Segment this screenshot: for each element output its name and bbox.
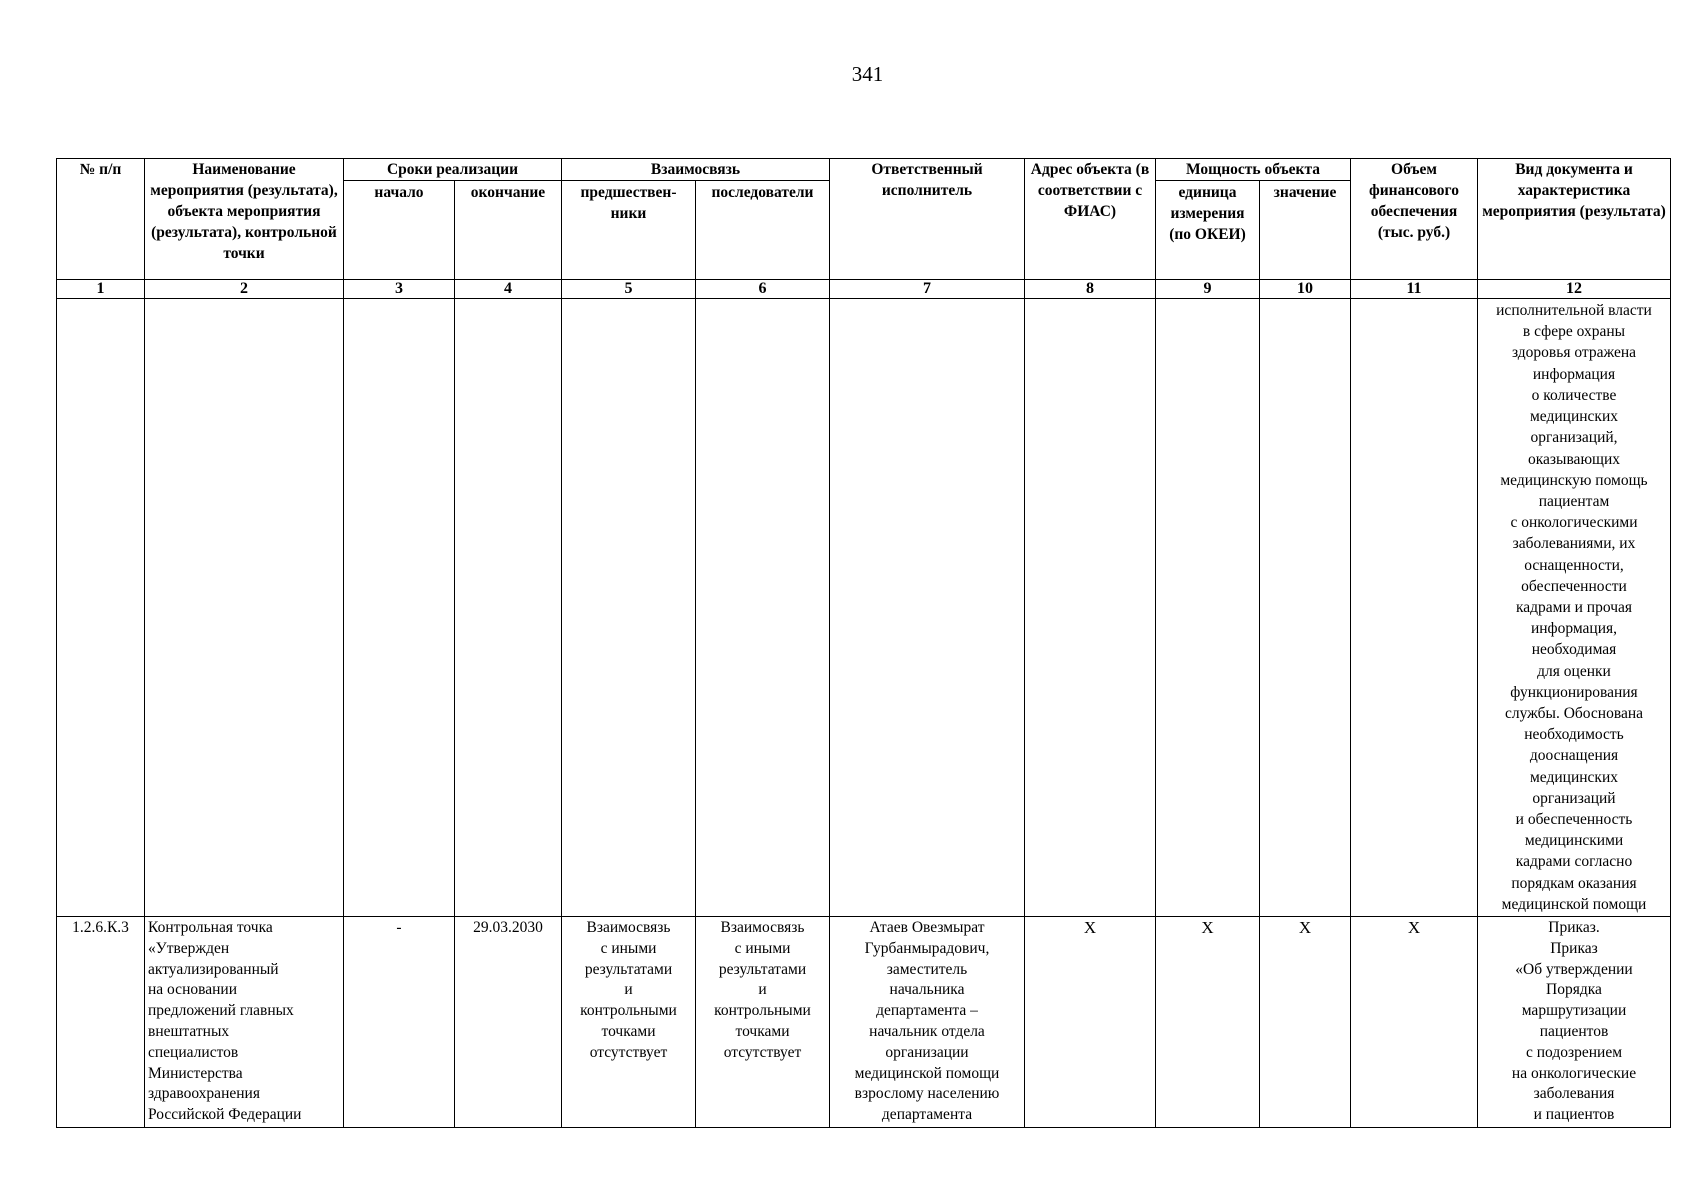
text-line: на основании [148, 981, 237, 999]
cell-successors [696, 916, 830, 1127]
text-line: о количестве [1531, 386, 1617, 404]
text-line: с подозрением [1525, 1043, 1623, 1061]
header-name: Наименование мероприятия (результата), объекта мероприятия (результата), контрольной точки [145, 159, 344, 280]
column-number: 6 [696, 280, 830, 299]
header-start: начало [344, 181, 455, 280]
text-line: точками [601, 1022, 656, 1040]
text-line: маршрутизации [1521, 1002, 1627, 1020]
text-line: информация, [1530, 620, 1618, 638]
cell-control-point-name [145, 916, 344, 1127]
text-line: точками [735, 1022, 790, 1040]
text-line: департамента – [876, 1002, 978, 1020]
header-successors: последователи [696, 181, 830, 280]
text-line: Министерства [148, 1064, 243, 1082]
cell-empty [830, 299, 1025, 917]
header-predecessors: предшествен-ники [562, 181, 696, 280]
column-number: 4 [455, 280, 562, 299]
cell-empty [145, 299, 344, 917]
text-line: «Утвержден [148, 939, 230, 957]
text-line: дооснащения [1529, 747, 1619, 765]
text-line: пациентам [1538, 492, 1610, 510]
text-line: медицинской помощи [854, 1064, 1000, 1082]
text-line: функционирования [1510, 683, 1638, 701]
cell-empty [57, 299, 145, 917]
text-line: необходимая [1531, 641, 1617, 659]
text-line: начальника [889, 981, 965, 999]
text-line: Взаимосвязь [586, 918, 671, 936]
text-line: кадрами и прочая [1515, 598, 1633, 616]
text-line: информация [1532, 365, 1616, 383]
text-line: медицинскую помощь [1500, 471, 1648, 489]
text-line: заболеваниями, их [1512, 535, 1636, 553]
text-line: с иными [734, 939, 791, 957]
header-responsible: Ответственный исполнитель [830, 159, 1025, 280]
text-line: и [624, 981, 633, 999]
text-line: пациентов [1539, 1022, 1609, 1040]
column-number: 9 [1156, 280, 1260, 299]
cell-doc-type [1478, 916, 1671, 1127]
column-number: 8 [1025, 280, 1156, 299]
text-line: Приказ. [1548, 918, 1600, 936]
page-number: 341 [851, 62, 884, 86]
table-row-k3 [57, 916, 1671, 1127]
cell-start-date: - [344, 916, 455, 1127]
text-line: обеспеченности [1521, 577, 1627, 595]
header-terms: Сроки реализации [344, 159, 562, 181]
cell-empty [1156, 299, 1260, 917]
cell-row-number: 1.2.6.К.3 [57, 916, 145, 1127]
text-line: и [758, 981, 767, 999]
text-line: в сфере охраны [1522, 323, 1626, 341]
text-line: Приказ [1550, 939, 1598, 957]
text-line: Порядка [1546, 981, 1602, 999]
text-line: оснащенности, [1524, 556, 1624, 574]
text-line: для оценки [1537, 662, 1611, 680]
cell-empty [344, 299, 455, 917]
text-line: организаций [1532, 789, 1616, 807]
text-line: необходимость [1524, 726, 1624, 744]
header-num: № п/п [57, 159, 145, 280]
text-line: предложений главных [148, 1002, 294, 1020]
text-line: здоровья отражена [1511, 344, 1637, 362]
text-line: департамента [881, 1106, 973, 1124]
text-line: отсутствует [589, 1043, 668, 1061]
text-line: медицинских [1529, 768, 1618, 786]
header-funding: Объем финансового обеспечения (тыс. руб.) [1351, 159, 1478, 280]
cell-responsible [830, 916, 1025, 1127]
header-address: Адрес объекта (в соответствии с ФИАС) [1025, 159, 1156, 280]
text-line: начальник отдела [869, 1022, 985, 1040]
header-row-top [57, 159, 1671, 181]
header-capacity: Мощность объекта [1156, 159, 1351, 181]
text-line: Гурбанмырадович, [864, 939, 990, 957]
cell-doc-description-continued [1478, 299, 1671, 917]
header-value: значение [1260, 181, 1351, 280]
text-line: кадрами согласно [1515, 853, 1633, 871]
text-line: здравоохранения [148, 1085, 260, 1103]
text-line: специалистов [148, 1043, 239, 1061]
cell-address: Х [1025, 916, 1156, 1127]
header-doc-type: Вид документа и характеристика мероприятия (результата) [1478, 159, 1671, 280]
text-line: Российской Федерации [148, 1106, 302, 1124]
column-number: 3 [344, 280, 455, 299]
column-number: 10 [1260, 280, 1351, 299]
text-line: порядкам оказания [1511, 874, 1637, 892]
text-line: и обеспеченность [1515, 810, 1633, 828]
text-line: организации [885, 1043, 969, 1061]
header-relation: Взаимосвязь [562, 159, 830, 181]
text-line: результатами [718, 960, 807, 978]
table-row-continuation [57, 299, 1671, 917]
column-number: 1 [57, 280, 145, 299]
column-number-row [57, 280, 1671, 299]
cell-unit: Х [1156, 916, 1260, 1127]
text-line: исполнительной власти [1496, 302, 1652, 320]
cell-empty [696, 299, 830, 917]
text-line: медицинской помощи [1501, 895, 1647, 913]
text-line: заместитель [886, 960, 968, 978]
cell-empty [1260, 299, 1351, 917]
cell-empty [1351, 299, 1478, 917]
text-line: медицинских [1529, 408, 1618, 426]
column-number: 5 [562, 280, 696, 299]
cell-value: Х [1260, 916, 1351, 1127]
text-line: заболевания [1533, 1085, 1615, 1103]
text-line: оказывающих [1527, 450, 1621, 468]
text-line: взрослому населению [854, 1085, 1000, 1103]
text-line: результатами [584, 960, 673, 978]
text-line: с иными [600, 939, 657, 957]
column-number: 2 [145, 280, 344, 299]
header-unit: единица измерения (по ОКЕИ) [1156, 181, 1260, 280]
cell-funding: Х [1351, 916, 1478, 1127]
text-line: «Об утверждении [1515, 960, 1633, 978]
cell-empty [562, 299, 696, 917]
text-line: контрольными [714, 1002, 811, 1020]
text-line: Контрольная точка [148, 918, 273, 936]
cell-empty [455, 299, 562, 917]
text-line: с онкологическими [1510, 514, 1638, 532]
text-line: Взаимосвязь [720, 918, 805, 936]
text-line: службы. Обоснована [1504, 704, 1644, 722]
text-line: актуализированный [148, 960, 279, 978]
text-line: внештатных [148, 1022, 230, 1040]
text-line: медицинскими [1524, 832, 1624, 850]
cell-predecessors [562, 916, 696, 1127]
text-line: отсутствует [723, 1043, 802, 1061]
cell-empty [1025, 299, 1156, 917]
text-line: контрольными [580, 1002, 677, 1020]
column-number: 7 [830, 280, 1025, 299]
cell-end-date: 29.03.2030 [455, 916, 562, 1127]
text-line: организаций, [1530, 429, 1618, 447]
text-line: Атаев Овезмырат [869, 918, 985, 936]
plan-table [56, 158, 1671, 1128]
header-end: окончание [455, 181, 562, 280]
text-line: на онкологические [1511, 1064, 1637, 1082]
column-number: 12 [1478, 280, 1671, 299]
text-line: и пациентов [1533, 1106, 1615, 1124]
column-number: 11 [1351, 280, 1478, 299]
